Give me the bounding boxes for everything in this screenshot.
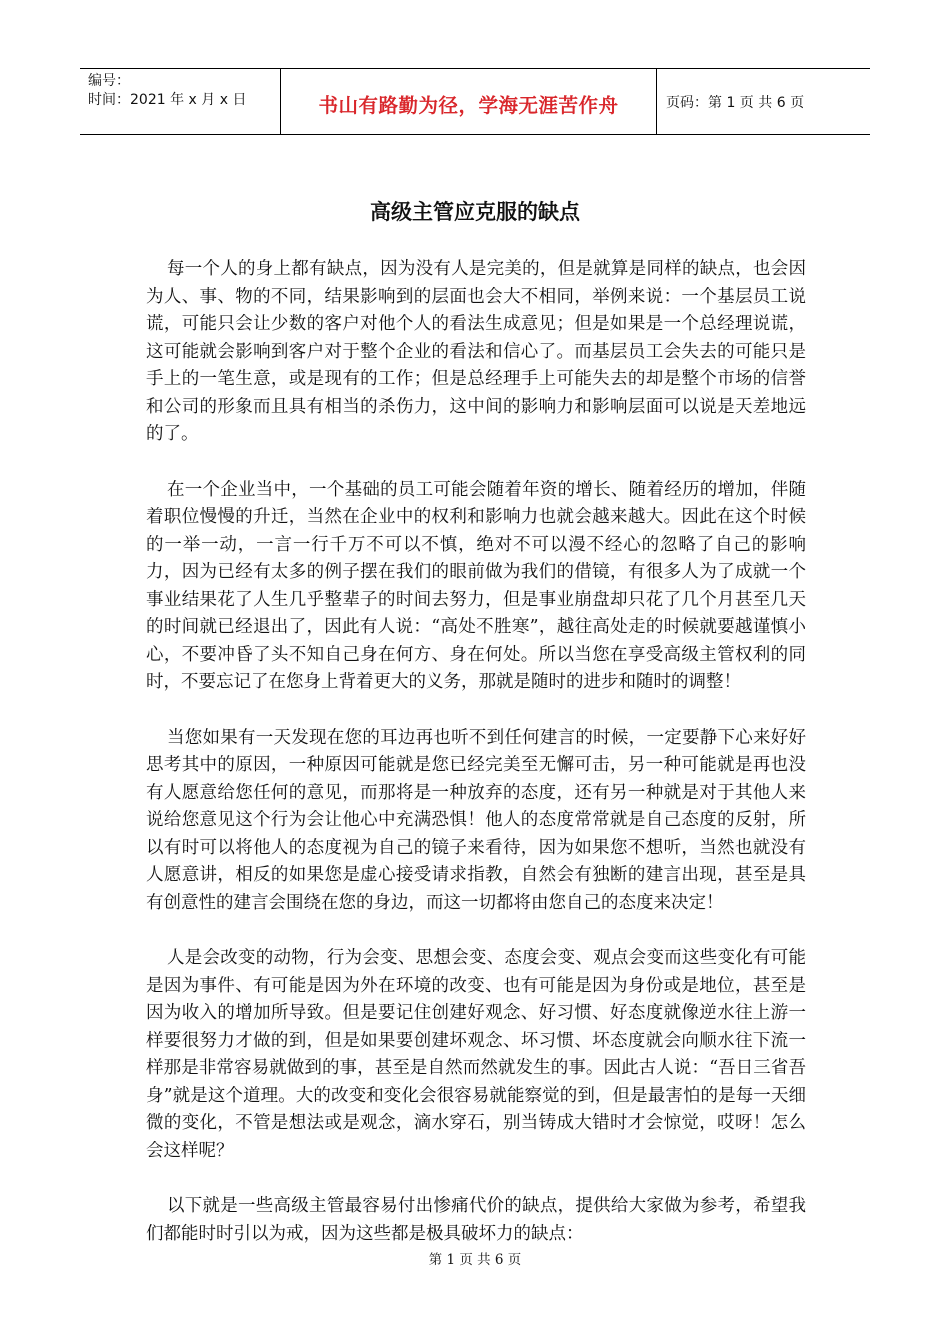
body-paragraph: 在一个企业当中，一个基础的员工可能会随着年资的增长、随着经历的增加，伴随着职位慢慢的升迁，当然在企业中的权利和影响力也就会越来越大。因此在这个时候的一举一动，一言一行千万不可以不慎，绝对不可以漫不经心的忽略了自己的影响力，因为已经有太多的例子摆在我们的眼前做为我们的借镜，有很多人为了成就一个事业结果花了人生几乎整辈子的时间去努力，但是事业崩盘却只花了几个月甚至几天的时间就已经退出了，因此有人说：“高处不胜寒”，越往高处走的时候就要越谨慎小心，不要冲昏了头不知自己身在何方、身在何处。所以当您在享受高级主管权利的同时，不要忘记了在您身上背着更大的义务，那就是随时的进步和随时的调整！ bbox=[146, 479, 806, 692]
document-title: 高级主管应克服的缺点 bbox=[370, 200, 580, 224]
header-divider bbox=[656, 68, 657, 135]
document-body bbox=[146, 256, 806, 1276]
page-header bbox=[80, 68, 870, 136]
date-line: 时间：2021 年 x 月 x 日 bbox=[88, 92, 247, 108]
body-paragraph: 以下就是一些高级主管最容易付出惨痛代价的缺点，提供给大家做为参考，希望我们都能时时引以为戒，因为这些都是极具破坏力的缺点： bbox=[146, 1196, 806, 1244]
header-motto: 书山有路勤为径，学海无涯苦作舟 bbox=[318, 94, 619, 117]
serial-number-label: 编号： bbox=[88, 73, 130, 89]
body-paragraph: 人是会改变的动物，行为会变、思想会变、态度会变、观点会变而这些变化有可能是因为事件、有可能是因为外在环境的改变、也有可能是因为身份或是地位，甚至是因为收入的增加所导致。但是要记住创建好观念、好习惯、好态度就像逆水往上游一样要很努力才做的到，但是如果要创建坏观念、坏习惯、坏态度就会向顺水往下流一样那是非常容易就做到的事，甚至是自然而然就发生的事。因此古人说：“吾日三省吾身”就是这个道理。大的改变和变化会很容易就能察觉的到，但是最害怕的是每一天细微的变化，不管是想法或是观念，滴水穿石，别当铸成大错时才会惊觉，哎呀！怎么会这样呢？ bbox=[146, 948, 806, 1161]
page-footer: 第 1 页 共 6 页 bbox=[428, 1252, 522, 1268]
header-top-rule bbox=[80, 68, 870, 69]
header-bottom-rule bbox=[80, 134, 870, 135]
header-meta bbox=[88, 72, 246, 110]
body-paragraph: 每一个人的身上都有缺点，因为没有人是完美的，但是就算是同样的缺点，也会因为人、事、物的不同，结果影响到的层面也会大不相同，举例来说：一个基层员工说谎，可能只会让少数的客户对他个人的看法生成意见；但是如果是一个总经理说谎，这可能就会影响到客户对于整个企业的看法和信心了。而基层员工会失去的可能只是手上的一笔生意，或是现有的工作；但是总经理手上可能失去的却是整个市场的信誉和公司的形象而且具有相当的杀伤力，这中间的影响力和影响层面可以说是天差地远的了。 bbox=[146, 259, 806, 444]
header-page-info: 页码：第 1 页 共 6 页 bbox=[666, 95, 805, 111]
body-paragraph: 当您如果有一天发现在您的耳边再也听不到任何建言的时候，一定要静下心来好好思考其中的原因，一种原因可能就是您已经完美至无懈可击，另一种可能就是再也没有人愿意给您任何的意见，而那将是一种放弃的态度，还有另一种就是对于其他人来说给您意见这个行为会让他心中充满恐惧！他人的态度常常就是自己态度的反射，所以有时可以将他人的态度视为自己的镜子来看待，因为如果您不想听，当然也就没有人愿意讲，相反的如果您是虚心接受请求指教，自然会有独断的建言出现，甚至是具有创意性的建言会围绕在您的身边，而这一切都将由您自己的态度来决定！ bbox=[146, 727, 806, 913]
